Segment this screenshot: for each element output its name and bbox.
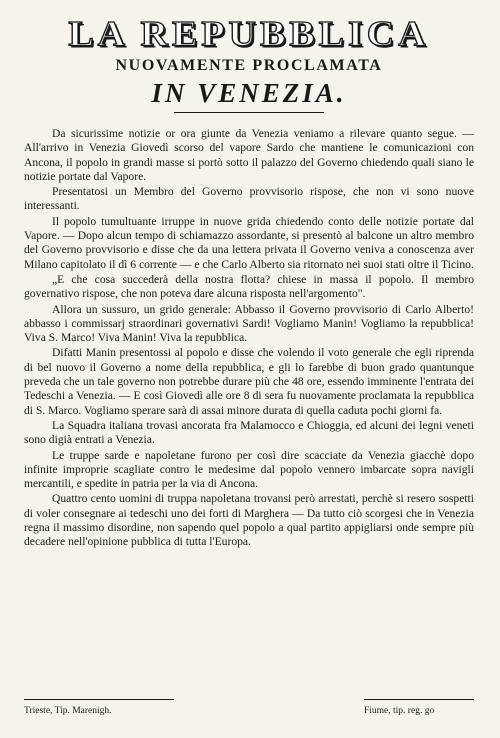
paragraph: Da sicurissime notizie or ora giunte da Venezia veniamo a rilevare quanto segue. — All'arrivo in Venezia Giovedì scorso del vapore Sardo che mantiene le comunicazioni con Ancona, il popolo in grandi masse si portò sotto il palazzo del Governo chiedendo quali siano le notizie portate dal Vapore. (24, 127, 474, 183)
paragraph: Difatti Manin presentossi al popolo e disse che volendo il voto generale che egli riprenda di bel nuovo il Governo a nome della repubblica, e gli lo farebbe di buon grado quantunque preveda che un tale governo non potrebbe durare più che 48 ore, essendo imminente l'entrata dei Tedeschi a Venezia. — E così Giovedì alle ore 8 di sera fu nuovamente proclamata la repubblica di S. Marco. Vogliamo sperare sarà di assai minore durata di quella caduta pochi giorni fa. (24, 346, 474, 417)
paragraph: La Squadra italiana trovasi ancorata fra Malamocco e Chioggia, ed alcuni dei legni veneti sono digià entrati a Venezia. (24, 418, 474, 447)
headline-subtitle: NUOVAMENTE PROCLAMATA (115, 57, 383, 74)
printer-right: Fiume, tip. reg. go (364, 699, 474, 716)
paragraph: Allora un sussuro, un grido generale: Abbasso il Governo provvisorio di Carlo Alberto! abbasso i commissarj straordinari governativi Sardi! Vogliamo Manin! Vogliamo la repubblica! Viva S. Marco! Viva Manin! Viva la repubblica. (24, 302, 474, 345)
title-rule (174, 112, 324, 113)
paragraph: Quattro cento uomini di truppa napoletana trovansi però arrestati, perchè si resero sospetti di voler consegnare ai tedeschi uno dei forti di Marghera — Da tutto ciò scorgesi che in Venezia regna il massimo disordine, non sapendo quel popolo a qual partito appigliarsi onde sempre più decadere nell'opinione pubblica di tutta l'Europa. (24, 492, 474, 549)
headline-title: LA REPUBBLICA (68, 14, 430, 54)
article-body (24, 127, 474, 550)
paragraph: Il popolo tumultuante irruppe in nuove grida chiedendo conto delle notizie portate dal Vapore. — Dopo alcun tempo di schiamazzo assordante, si presentò al balcone un altro membro del Governo provvisorio e disse che da una lettera privata il Governo veniva a conoscenza aver Milano capitolato il dì 6 corrente — e che Carlo Alberto sia ritornato nei suoi stati oltre il Ticino. (24, 214, 474, 271)
paragraph: Le truppe sarde e napoletane furono per così dire scacciate da Venezia giacchè dopo infinite improprie scagliate contro le medesime dal popolo vennero imbarcate sopra navigli mercantili, e spedite in patria per la via di Ancona. (24, 448, 474, 491)
paragraph: Presentatosi un Membro del Governo provvisorio rispose, che non vi sono nuove interessanti. (24, 185, 474, 213)
printer-left: Trieste, Tip. Marenigh. (24, 699, 174, 716)
headline-place: IN VENEZIA. (151, 78, 347, 108)
paragraph: „E che cosa succederà della nostra flotta? chiese in massa il popolo. Il membro governativo rispose, che non poteva dare alcuna risposta nell'argomento". (24, 272, 474, 301)
printer-footer (24, 699, 474, 716)
